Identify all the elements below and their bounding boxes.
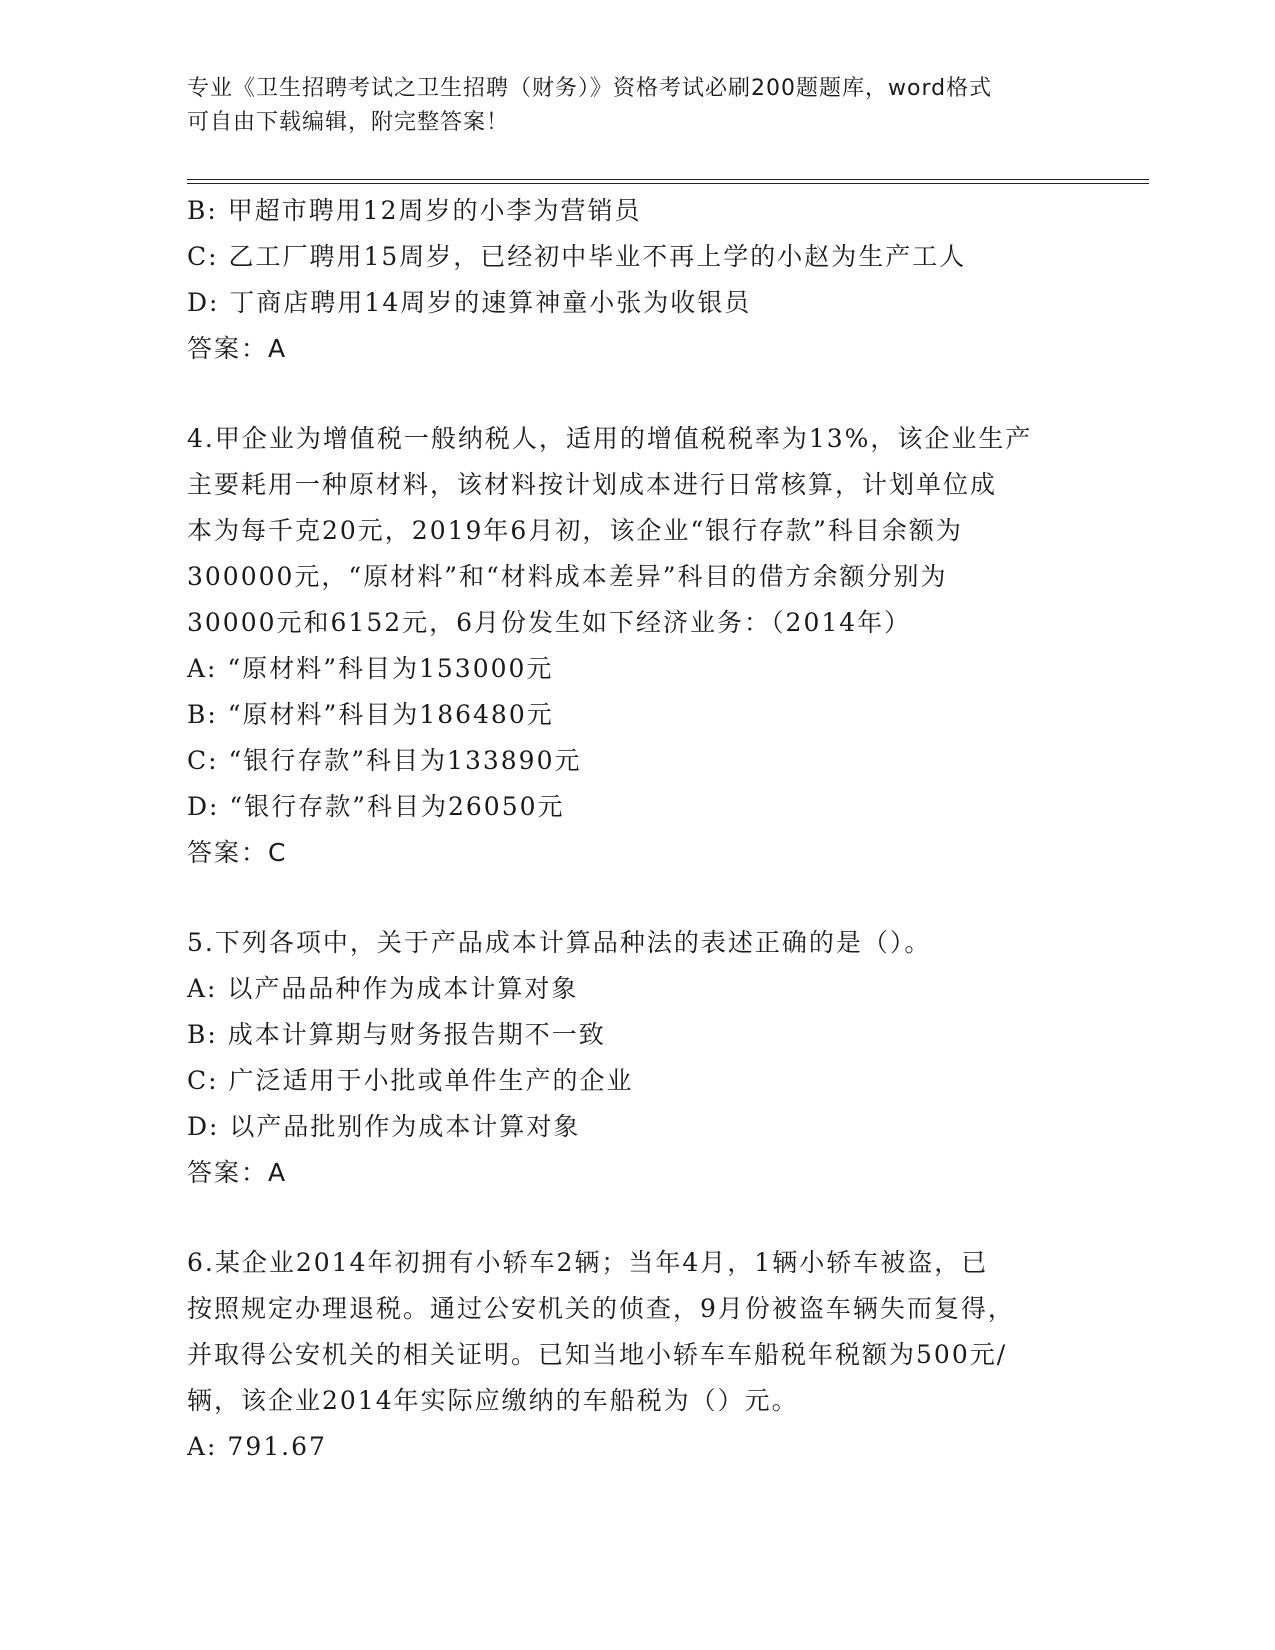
answer: 答案：A xyxy=(187,334,288,363)
answer: 答案：A xyxy=(187,1158,288,1187)
spacer xyxy=(187,372,1087,416)
option-c: C: “银行存款”科目为133890元 xyxy=(187,746,582,775)
question-stem-line: 5.下列各项中，关于产品成本计算品种法的表述正确的是（）。 xyxy=(187,928,932,957)
question-6 xyxy=(187,1240,1087,1470)
question-list xyxy=(187,188,1087,1470)
option-d: D: “银行存款”科目为26050元 xyxy=(187,792,565,821)
option-d: D: 以产品批别作为成本计算对象 xyxy=(187,1112,581,1141)
question-stem-line: 按照规定办理退税。通过公安机关的侦查，9月份被盗车辆失而复得， xyxy=(187,1294,1015,1323)
option-d: D: 丁商店聘用14周岁的速算神童小张为收银员 xyxy=(187,288,752,317)
answer: 答案：C xyxy=(187,838,288,867)
spacer xyxy=(187,1196,1087,1240)
option-b: B: “原材料”科目为186480元 xyxy=(187,700,554,729)
option-b: B: 成本计算期与财务报告期不一致 xyxy=(187,1020,606,1049)
header-line-2: 可自由下载编辑，附完整答案！ xyxy=(187,110,510,135)
option-c: C: 广泛适用于小批或单件生产的企业 xyxy=(187,1066,634,1095)
header-divider-top xyxy=(187,179,1149,180)
question-stem-line: 辆，该企业2014年实际应缴纳的车船税为（）元。 xyxy=(187,1386,799,1415)
question-stem-line: 30000元和6152元，6月份发生如下经济业务：（2014年） xyxy=(187,608,912,637)
question-stem-line: 并取得公安机关的相关证明。已知当地小轿车车船税年税额为500元/ xyxy=(187,1340,1008,1369)
question-stem-line: 300000元，“原材料”和“材料成本差异”科目的借方余额分别为 xyxy=(187,562,948,591)
option-a: A: 以产品品种作为成本计算对象 xyxy=(187,974,579,1003)
question-stem-line: 主要耗用一种原材料，该材料按计划成本进行日常核算，计划单位成 xyxy=(187,470,998,499)
header-line-1: 专业《卫生招聘考试之卫生招聘（财务）》资格考试必刷200题题库，word格式 xyxy=(187,76,993,101)
question-3 xyxy=(187,188,1087,372)
option-a: A: “原材料”科目为153000元 xyxy=(187,654,554,683)
option-a: A: 791.67 xyxy=(187,1432,327,1461)
option-c: C: 乙工厂聘用15周岁，已经初中毕业不再上学的小赵为生产工人 xyxy=(187,242,967,271)
spacer xyxy=(187,876,1087,920)
question-5 xyxy=(187,920,1087,1196)
question-stem-line: 本为每千克20元，2019年6月初，该企业“银行存款”科目余额为 xyxy=(187,516,963,545)
question-stem-line: 6.某企业2014年初拥有小轿车2辆；当年4月，1辆小轿车被盗，已 xyxy=(187,1248,989,1277)
document-header xyxy=(187,72,1067,140)
question-4 xyxy=(187,416,1087,876)
header-divider-bottom xyxy=(187,183,1149,184)
option-b: B: 甲超市聘用12周岁的小李为营销员 xyxy=(187,196,642,225)
question-stem-line: 4.甲企业为增值税一般纳税人，适用的增值税税率为13%，该企业生产 xyxy=(187,424,1033,453)
